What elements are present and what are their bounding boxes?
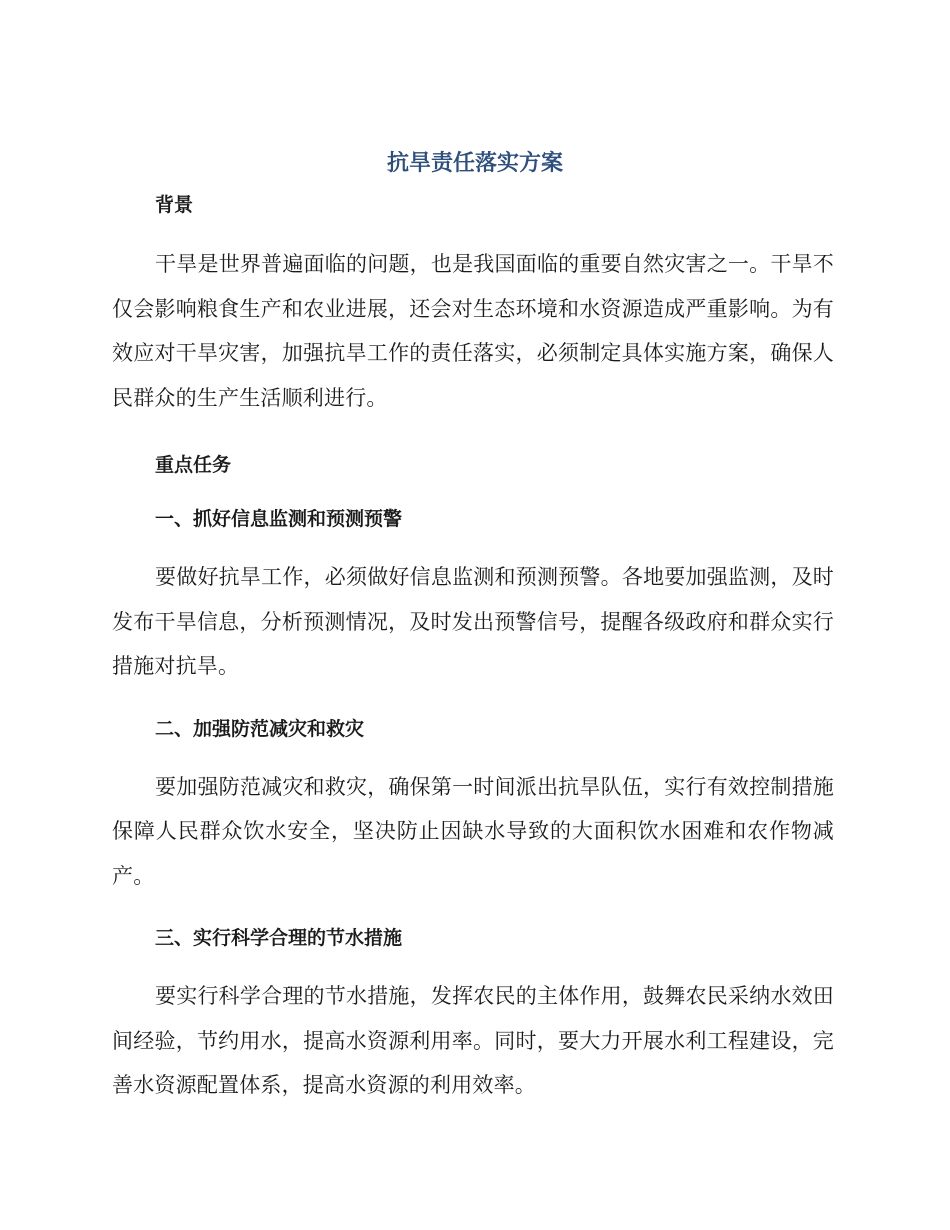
- paragraph-task-3: 要实行科学合理的节水措施，发挥农民的主体作用，鼓舞农民采纳水效田间经验，节约用水，提高水资源利用率。同时，要大力开展水利工程建设，完善水资源配置体系，提高水资源的利用效率。: [112, 984, 834, 1097]
- task-heading-3: 三、实行科学合理的节水措施: [155, 927, 403, 949]
- paragraph-task-1: 要做好抗旱工作，必须做好信息监测和预测预警。各地要加强监测，及时发布干旱信息，分析预测情况，及时发出预警信号，提醒各级政府和群众实行措施对抗旱。: [112, 565, 834, 678]
- document-body: [112, 188, 834, 1108]
- section-heading-key-tasks: 重点任务: [155, 454, 232, 476]
- section-heading-background: 背景: [155, 194, 194, 216]
- paragraph-task-2: 要加强防范减灾和救灾，确保第一时间派出抗旱队伍，实行有效控制措施保障人民群众饮水安全，坚决防止因缺水导致的大面积饮水困难和农作物减产。: [112, 774, 834, 888]
- paragraph-background: 干旱是世界普遍面临的问题，也是我国面临的重要自然灾害之一。干旱不仅会影响粮食生产和农业进展，还会对生态环境和水资源造成严重影响。为有效应对干旱灾害，加强抗旱工作的责任落实，必须制定具体实施方案，确保人民群众的生产生活顺利进行。: [112, 252, 834, 410]
- document-title: 抗旱责任落实方案: [386, 151, 563, 176]
- task-heading-2: 二、加强防范减灾和救灾: [155, 717, 365, 740]
- task-heading-1: 一、抓好信息监测和预测预警: [155, 508, 403, 530]
